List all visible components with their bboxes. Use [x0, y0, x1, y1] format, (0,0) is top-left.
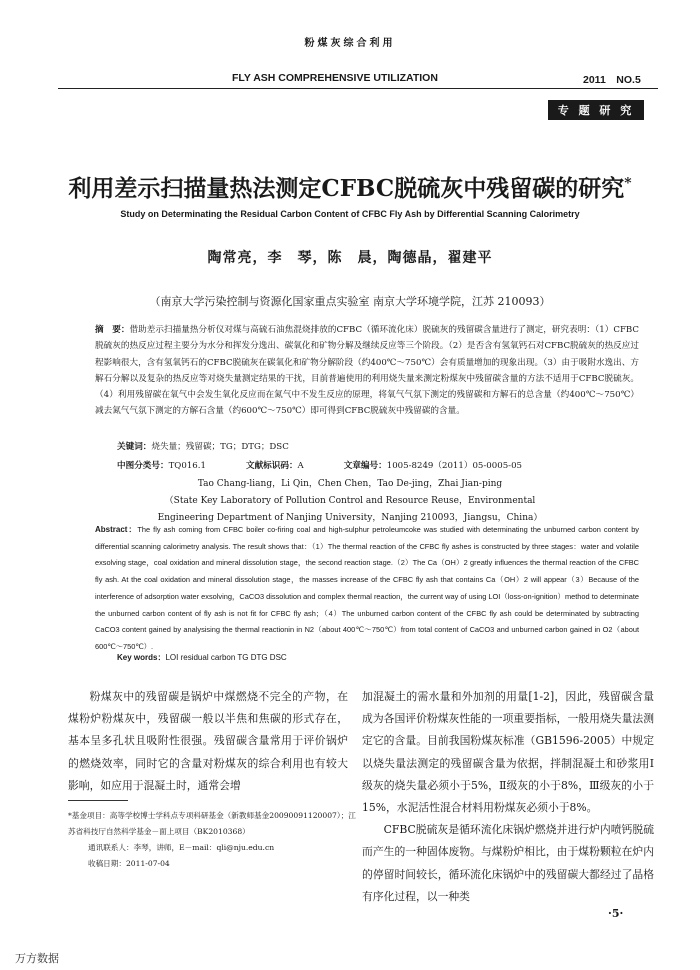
abstract-en — [95, 522, 639, 656]
class-no-label: 中图分类号： — [117, 461, 169, 471]
abstract-cn-text: 借助差示扫描量热分析仪对煤与高硫石油焦混烧排放的CFBC（循环流化床）脱硫灰的残留碳含量进行了测定，研究表明：（1）CFBC脱硫灰的热反应过程主要分为水分和挥发分逸出、碳氧化和矿物分解及继续反应等三个阶段。（2）是否含有氢氧钙石对CFBC脱硫灰的热反应过程影响很大，含有氢氧钙石的CFBC脱硫灰在碳氧化和矿物分解阶段（约400℃～750℃）会有质量增加的现象出现。（3）由于吸附水逸出、方解石分解以及复杂的热反应等对烧失量测定结果的干扰，目前普遍使用的利用烧失量来测定粉煤灰中残留碳含量的方法不适用于CFBC脱硫灰。（4）利用残留碳在氧气中会发生氧化反应而在氮气中不发生反应的原理，将氧气气氛下测定的残留碳和方解石的总含量（约400℃～750℃）减去氮气气氛下测定的方解石含量（约600℃～750℃）即可得到CFBC脱硫灰中残留碳的含量。 — [95, 325, 639, 417]
article-no: 1005-8249（2011）05-0005-05 — [386, 461, 523, 471]
section-badge: 专 题 研 究 — [548, 100, 644, 120]
keywords-en — [117, 652, 287, 663]
keywords-cn-text: 烧失量；残留碳；TG；DTG；DSC — [151, 442, 289, 452]
body-paragraph: 加混凝土的需水量和外加剂的用量[1-2]，因此，残留碳含量成为各国评价粉煤灰性能的一项重要指标，一般用烧失量法测定它的含量。目前我国粉煤灰标准（GB1596-2005）中规定以烧失量法测定的残留碳含量为依据，拌制混凝土和砂浆用Ⅰ级灰的烧失量必须小于5%，Ⅱ级灰的小于8%，Ⅲ级灰的小于15%，水泥活性混合材料用粉煤灰必须小于8%。 — [362, 690, 654, 815]
affiliation-en-line-2: Engineering Department of Nanjing University，Nanjing 210093，Jiangsu，China） — [157, 512, 543, 523]
journal-name-cn: 粉煤灰综合利用 — [304, 38, 396, 49]
article-title-en: Study on Determinating the Residual Carbon Content of CFBC Fly Ash by Differential Scanning Calorimetry — [120, 209, 580, 219]
body-column-left — [68, 686, 348, 797]
body-paragraph: CFBC脱硫灰是循环流化床锅炉燃烧并进行炉内喷钙脱硫而产生的一种固体废物。与煤粉炉相比，由于煤粉颗粒在炉内的停留时间较长，循环流化床锅炉中的残留碳大都经过了晶格有序化过程，以一种类 — [362, 823, 654, 903]
doc-code: A — [297, 461, 304, 471]
page-number: ·5· — [608, 907, 624, 920]
footnote-fund: *基金项目：高等学校博士学科点专项科研基金（新教师基金20090091120007）；江苏省科技厅自然科学基金－面上项目（BK2010368） — [68, 811, 356, 836]
authors-cn: 陶常亮，李 琴，陈 晨，陶德晶，翟建平 — [207, 250, 493, 266]
affiliation-cn: （南京大学污染控制与资源化国家重点实验室 南京大学环境学院，江苏 210093） — [149, 295, 551, 308]
class-no: TQ016.1 — [168, 461, 206, 471]
footnote-received: 收稿日期：2011-07-04 — [88, 859, 170, 868]
keywords-cn — [117, 440, 289, 452]
journal-issue: 2011 NO.5 — [583, 74, 641, 86]
body-paragraph: 粉煤灰中的残留碳是锅炉中煤燃烧不完全的产物，在煤粉炉粉煤灰中，残留碳一般以半焦和焦碳的形式存在，基本呈多孔状且吸附性很强。残留碳含量常用于评价锅炉的燃烧效率，同时它的含量对粉煤灰的综合利用也有较大影响，如应用于混凝土时，通常会增 — [68, 690, 348, 792]
footnotes — [68, 808, 356, 872]
abstract-en-text: The fly ash coming from CFBC boiler co-firing coal and high-sulphur petroleumcoke was studied with determinating the unburned carbon content by differential scanning calorimetry analysis. The result shows that：（1）The thermal reaction of the CFBC fly ashes is constructed by three stages：water and volatile exsolving stage，coal oxidation and mineral dissolution stage，the second reaction stage.（2）The Ca（OH）2 greatly influences the thermal reaction of the CFBC fly ash. At the coal oxidation and mineral dissolution stage，the masses increase of the CFBC fly ash that contains Ca（OH）2 will appear（3）Because of the interference of adsorption water exsolving，CaCO3 dissolution and complex thermal reaction，the current way of using LOI（loss-on-ignition）method to determinate the unburned carbon content of fly ash is not fit for CFBC fly ash；（4）The unburned carbon content of the CFBC fly ash could be determinated by subtracting CaCO3 content gained by analysising the thermal reactionin in N2（about 400℃～750℃）from total content of CaCO3 and unburned carbon gained in O2（about 600℃～750℃）. — [95, 525, 639, 651]
footnote-rule — [68, 800, 128, 801]
doc-code-label: 文献标识码： — [245, 461, 298, 471]
affiliation-en-line-1: （State Key Laboratory of Pollution Control and Resource Reuse，Environmental — [164, 496, 536, 506]
header-rule — [58, 88, 658, 89]
article-no-label: 文章编号： — [343, 461, 387, 471]
body-column-right — [362, 686, 654, 908]
keywords-cn-label: 关键词： — [117, 442, 152, 452]
footnote-contact: 通讯联系人：李琴，讲师，E－mail：qli@nju.edu.cn — [88, 843, 275, 852]
article-title-cn — [20, 170, 680, 203]
abstract-en-label: Abstract： — [95, 525, 138, 534]
article-title-text: 利用差示扫描量热法测定CFBC脱硫灰中残留碳的研究 — [68, 175, 625, 202]
classification-row — [117, 459, 562, 471]
title-footnote-mark: * — [624, 175, 632, 192]
keywords-en-text: LOI residual carbon TG DTG DSC — [165, 653, 287, 662]
watermark-text: 万方数据 — [15, 952, 59, 965]
journal-name-en: FLY ASH COMPREHENSIVE UTILIZATION — [232, 72, 438, 84]
abstract-cn — [95, 322, 639, 420]
abstract-cn-label: 摘 要： — [95, 325, 130, 335]
keywords-en-label: Key words： — [117, 653, 166, 662]
authors-en: Tao Chang-liang，Li Qin，Chen Chen，Tao De-jing，Zhai Jian-ping — [197, 479, 503, 489]
